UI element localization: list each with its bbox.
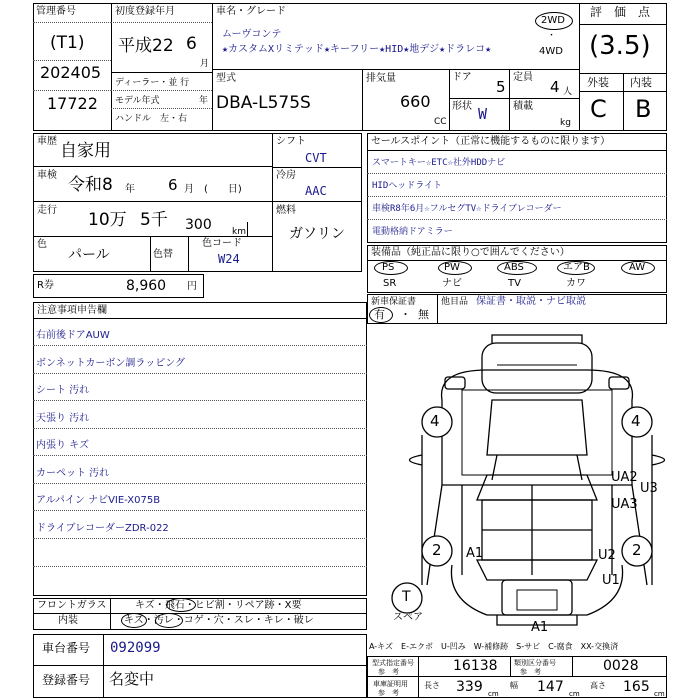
inspection-era: 令和8	[68, 175, 113, 195]
handle-label: ハンドル 左・右	[115, 114, 188, 124]
mark-rear-right: 2	[632, 541, 642, 559]
warranty-yes: 有	[374, 308, 385, 321]
load-label: 積載	[513, 101, 533, 112]
capacity-label: 定員	[513, 72, 533, 83]
equip-airbag: エアB	[563, 262, 590, 273]
interior-damage-options: キズ・汚レ・コゲ・穴・スレ・キレ・破レ	[124, 615, 314, 626]
history-label: 車歴	[37, 136, 57, 147]
dealer-label: ディーラー・並 行	[115, 78, 190, 88]
mark-ua3: UA3	[611, 497, 638, 512]
width: 147	[537, 679, 564, 695]
reg-value: 名変中	[109, 670, 155, 688]
interior-label: 内装	[630, 76, 652, 89]
spare-mark: T	[402, 589, 411, 605]
first-reg-month: 6	[186, 34, 197, 54]
warranty-label: 新車保証書	[371, 297, 417, 307]
mileage-rest: 300	[185, 217, 212, 233]
damage-legend: A-キズ E-エクボ U-凹み W-補修跡 S-サビ C-腐食 XX-交換済	[369, 642, 619, 651]
interior-grade: B	[635, 95, 652, 123]
mgmt-code: (T1)	[50, 33, 85, 53]
sales-point-3: 車検R8年6月☆フルセグTV☆ドライブレコーダー	[372, 204, 562, 214]
spare-label: スペア	[393, 612, 423, 623]
fuel-label: 燃料	[276, 205, 296, 216]
note-3: シート 汚れ	[36, 385, 90, 396]
displacement: 660	[400, 92, 431, 111]
mark-left-a1: A1	[466, 546, 484, 561]
diagram-front-bumper	[482, 343, 592, 393]
r-value: 8,960	[126, 278, 167, 294]
capacity: 4	[550, 78, 560, 96]
equip-ps: PS	[382, 262, 395, 273]
equip-navi: ナビ	[442, 278, 462, 289]
doors: 5	[496, 78, 506, 96]
ac-label: 冷房	[276, 170, 296, 181]
car-name-label: 車名・グレード	[216, 6, 286, 17]
color-code: W24	[218, 252, 240, 266]
repaint-label: 色替	[153, 249, 173, 260]
reg-label: 登録番号	[42, 673, 91, 687]
drive-4wd: 4WD	[539, 46, 563, 57]
equip-leather: カワ	[566, 278, 586, 289]
sales-point-2: HIDヘッドライト	[372, 181, 442, 191]
equipment-label: 装備品（純正品に限り○で囲んでください）	[371, 247, 570, 258]
note-4: 天張り 汚れ	[36, 413, 90, 424]
r-ticket-box	[33, 274, 204, 298]
type-no-label: 型式指定番号	[372, 659, 414, 667]
mgmt-no1: 202405	[40, 63, 102, 82]
mark-front-left: 4	[430, 412, 440, 430]
history-value: 自家用	[60, 141, 111, 161]
doors-label: ドア	[452, 72, 472, 83]
equip-abs: ABS	[504, 262, 524, 273]
note-5: 内張り キズ	[36, 440, 89, 451]
mark-u1: U1	[602, 573, 620, 588]
equip-aw: AW	[629, 262, 646, 273]
color-label: 色	[37, 239, 47, 250]
class-no: 0028	[603, 658, 639, 674]
car-name: ムーヴコンテ	[222, 29, 282, 40]
type-value: DBA-L575S	[216, 93, 311, 113]
equip-sr: SR	[383, 278, 397, 289]
extras-label: 他目品	[441, 297, 469, 307]
windshield-options: キズ・飛石・ヒビ割・リペア跡・X要	[135, 600, 302, 611]
drive-2wd: 2WD	[541, 15, 565, 26]
mgmt-no2: 17722	[47, 94, 98, 113]
length: 339	[456, 679, 483, 695]
mileage-sen: 5千	[140, 210, 168, 230]
extras-value: 保証書・取説・ナビ取説	[476, 296, 586, 307]
mark-rear-a1: A1	[531, 620, 549, 635]
cert-label: 車庫証明用	[373, 680, 408, 688]
type-label: 型式	[216, 73, 236, 84]
mark-front-right: 4	[631, 412, 641, 430]
car-grade: ★カスタムXリミテッド★キーフリー★HID★地デジ★ドラレコ★	[222, 44, 492, 55]
shift-value: CVT	[305, 151, 327, 165]
exterior-label: 外装	[587, 76, 609, 89]
mileage-man: 10万	[88, 210, 127, 230]
class-no-label: 類別区分番号	[514, 659, 556, 667]
score-label: 評 価 点	[590, 5, 651, 19]
ac-value: AAC	[305, 184, 327, 198]
score: (3.5)	[589, 31, 651, 61]
chassis-value: 092099	[110, 640, 161, 656]
note-6: カーペット 汚れ	[36, 468, 110, 479]
first-reg-label: 初度登録年月	[115, 6, 175, 17]
equip-pw: PW	[444, 262, 460, 273]
inspection-month: 6	[168, 176, 178, 194]
color-value: パール	[68, 247, 110, 263]
mgmt-label: 管理番号	[36, 6, 76, 17]
displacement-label: 排気量	[366, 73, 396, 84]
notes-label: 注意事項申告欄	[37, 305, 107, 316]
mark-ua2: UA2	[611, 470, 638, 485]
fuel-value: ガソリン	[289, 226, 345, 242]
exterior-grade: C	[590, 95, 607, 123]
inspection-label: 車検	[37, 170, 57, 181]
interior-damage-label: 内装	[58, 615, 78, 626]
mark-u3: U3	[640, 481, 658, 496]
mark-rear-left: 2	[432, 541, 442, 559]
note-2: ボンネットカーボン調ラッピング	[36, 358, 185, 369]
warranty-no: 無	[418, 308, 429, 321]
sales-point-1: スマートキー☆ETC☆社外HDDナビ	[372, 158, 506, 168]
chassis-label: 車台番号	[42, 641, 91, 655]
r-label: R券	[37, 280, 54, 291]
height: 165	[623, 679, 650, 695]
model-year-label: モデル年式	[115, 96, 160, 106]
sales-point-4: 電動格納ドアミラー	[372, 227, 453, 237]
shape-label: 形状	[452, 101, 472, 112]
mark-u2: U2	[598, 548, 616, 563]
mileage-label: 走行	[37, 205, 57, 216]
shift-label: シフト	[276, 136, 306, 147]
shape: W	[478, 105, 488, 123]
sales-points-label: セールスポイント（正常に機能するものに限ります）	[371, 136, 611, 147]
note-1: 右前後ドアAUW	[36, 330, 110, 341]
windshield-label: フロントガラス	[37, 600, 107, 611]
equip-tv: TV	[508, 278, 521, 289]
first-reg-era: 平成22	[118, 36, 174, 56]
note-7: アルパイン ナビVIE-X075B	[36, 495, 161, 506]
type-no: 16138	[453, 658, 498, 674]
color-code-label: 色コード	[202, 238, 242, 249]
note-8: ドライブレコーダーZDR-022	[36, 523, 169, 534]
